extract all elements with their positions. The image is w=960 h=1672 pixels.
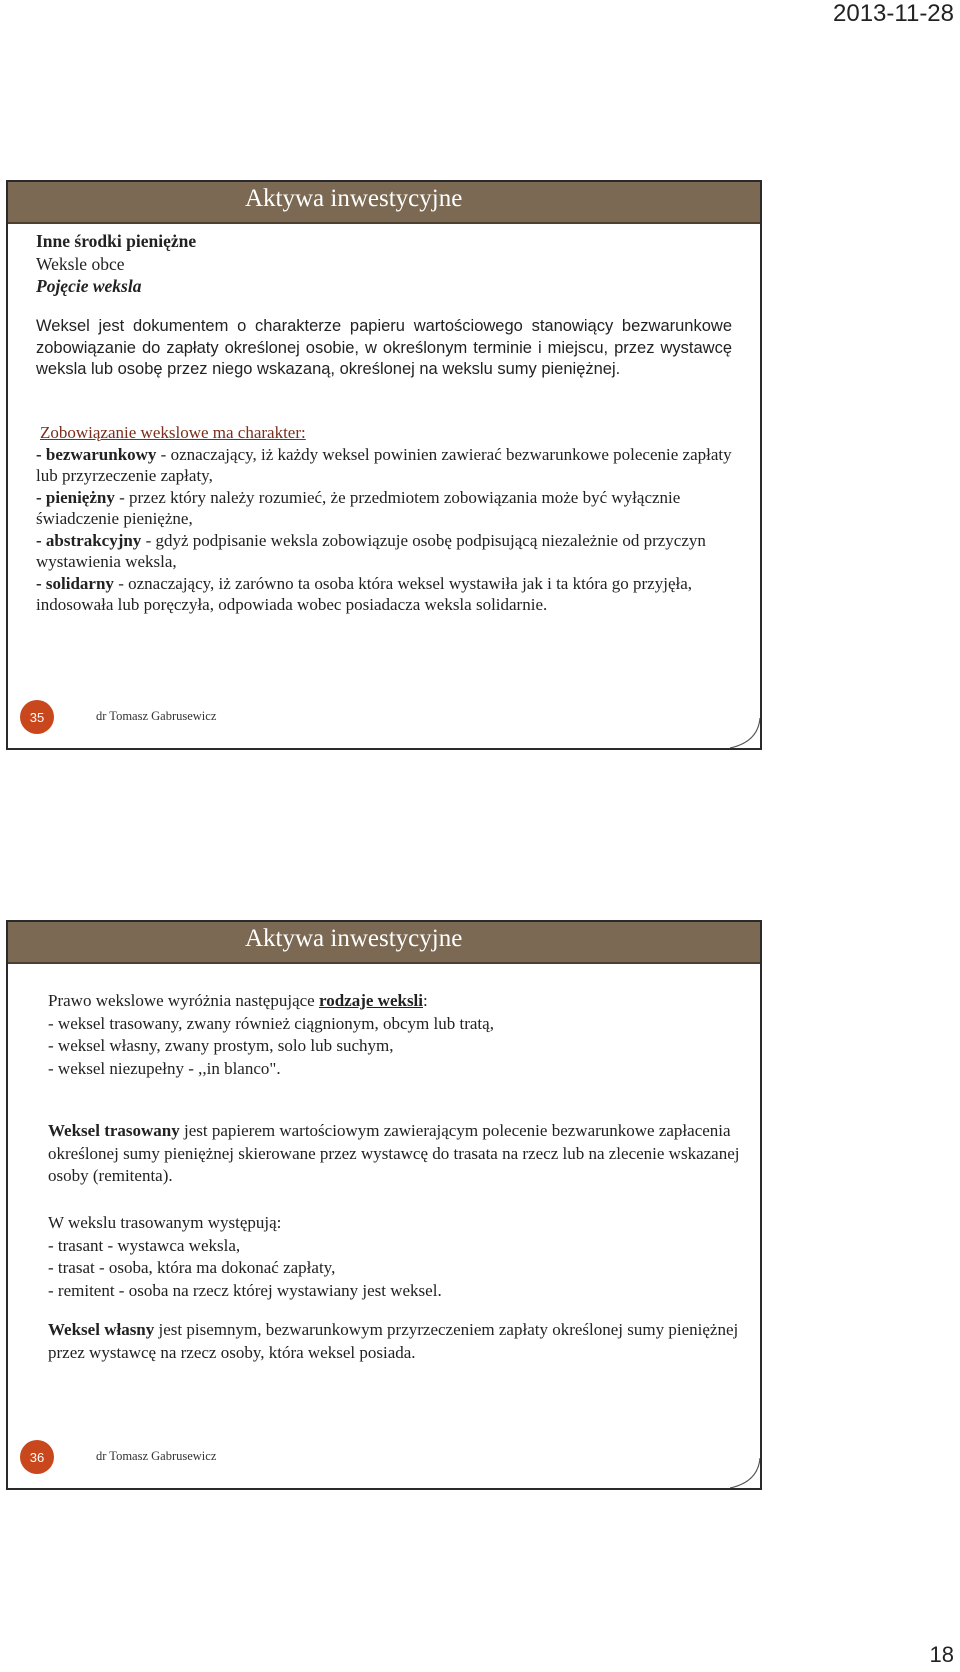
feature-text: - przez który należy rozumieć, że przedmiotem zobowiązania może być wyłącznie świadczenie pieniężne,	[36, 487, 681, 528]
feature-text: - oznaczający, iż zarówno ta osoba która weksel wystawiła jak i ta która go przyjęła, indosowała lub poręczyła, odpowiada wobec posiadacza weksla solidarnie.	[36, 573, 693, 614]
features-subheading: Zobowiązanie wekslowe ma charakter:	[40, 423, 306, 442]
slide-title: Aktywa inwestycyjne	[245, 925, 463, 952]
slide-number-badge: 35	[20, 700, 54, 734]
types-intro	[48, 990, 740, 1013]
type-item: - weksel trasowany, zwany również ciągnionym, obcym lub tratą,	[48, 1013, 494, 1033]
trasowany-term: Weksel trasowany	[48, 1121, 180, 1140]
trasowany-paragraph	[48, 1120, 740, 1188]
slide-intro	[36, 230, 732, 298]
types-intro-colon: :	[423, 991, 428, 1010]
slide-header	[8, 922, 760, 964]
slide-number-badge: 36	[20, 1440, 54, 1474]
types-block	[48, 990, 740, 1080]
wlasny-paragraph	[48, 1319, 740, 1364]
slide-36	[6, 920, 762, 1490]
page-date: 2013-11-28	[833, 0, 954, 27]
feature-text: - gdyż podpisanie weksla zobowiązuje osobę podpisującą niezależnie od przyczyn wystawienia weksla,	[36, 530, 706, 571]
party-item: - remitent - osoba na rzecz której wystawiany jest weksel.	[48, 1280, 442, 1300]
feature-term: - pieniężny	[36, 487, 115, 507]
wlasny-text: jest pisemnym, bezwarunkowym przyrzeczeniem zapłaty określonej sumy pieniężnej przez wystawcę na rzecz osoby, która weksel posiada.	[48, 1320, 739, 1362]
page-number: 18	[929, 1642, 954, 1667]
slide-header	[8, 182, 760, 224]
party-item: - trasant - wystawca weksla,	[48, 1235, 241, 1255]
slide-35	[6, 180, 762, 750]
parties-block	[48, 1212, 740, 1302]
feature-item	[36, 530, 732, 573]
feature-term: - bezwarunkowy	[36, 444, 157, 464]
party-item: - trasat - osoba, która ma dokonać zapłaty,	[48, 1258, 336, 1277]
types-intro-emphasis: rodzaje weksli	[318, 991, 424, 1010]
author-name: dr Tomasz Gabrusewicz	[96, 709, 217, 723]
intro-topic: Pojęcie weksla	[36, 276, 142, 296]
definition-paragraph: Weksel jest dokumentem o charakterze papieru wartościowego stanowiący bezwarunkowe zobowiązanie do zapłaty określonej osobie, w określonym terminie i miejscu, przez wystawcę weksla lub osobę przez niego wskazaną, określonej na wekslu sumy pieniężnej.	[36, 317, 732, 378]
feature-term: - abstrakcyjny	[36, 530, 142, 550]
intro-subheading: Weksle obce	[36, 253, 125, 274]
feature-item	[36, 444, 732, 487]
author-name: dr Tomasz Gabrusewicz	[96, 1449, 217, 1463]
trasowany-text: jest papierem wartościowym zawierającym polecenie bezwarunkowe zapłacenia określonej sumy pieniężnej skierowane przez wystawcę do trasata na rzecz lub na zlecenie wskazanej osoby (remitenta).	[48, 1121, 740, 1185]
feature-item	[36, 573, 732, 616]
feature-term: - solidarny	[36, 573, 114, 593]
feature-item	[36, 487, 732, 530]
features-block	[36, 422, 732, 616]
wlasny-term: Weksel własny	[48, 1320, 155, 1339]
page-curl-icon	[730, 718, 760, 748]
type-item: - weksel niezupełny - ,,in blanco".	[48, 1058, 281, 1078]
intro-heading: Inne środki pieniężne	[36, 231, 197, 251]
feature-text: - oznaczający, iż każdy weksel powinien zawierać bezwarunkowe polecenie zapłaty lub przyrzeczenie zapłaty,	[36, 444, 732, 485]
slide-title: Aktywa inwestycyjne	[245, 185, 463, 212]
parties-intro: W wekslu trasowanym występują:	[48, 1213, 282, 1232]
page-curl-icon	[730, 1458, 760, 1488]
type-item: - weksel własny, zwany prostym, solo lub suchym,	[48, 1036, 394, 1055]
types-intro-text: Prawo wekslowe wyróżnia następujące	[48, 991, 319, 1010]
